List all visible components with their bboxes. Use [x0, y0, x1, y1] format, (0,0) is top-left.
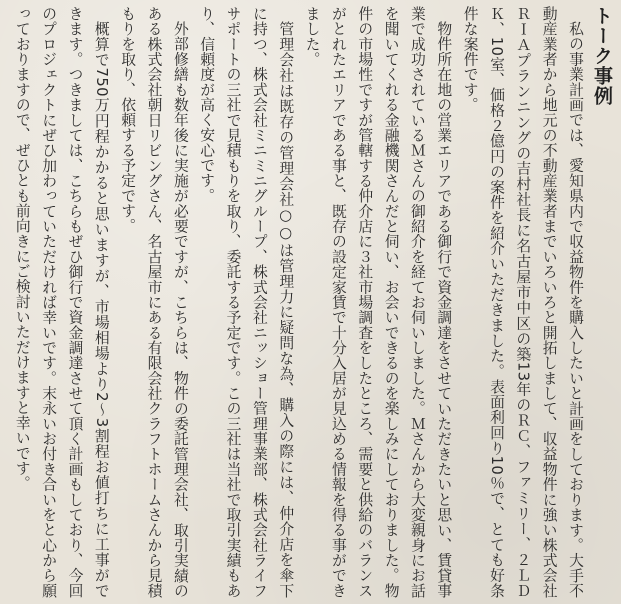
paragraph-business-plan: 私の事業計画では、愛知県内で収益物件を購入したいと計画をしております。大手不動産業者から地元の不動産業者までいろいろと開拓しまして、収益物件に強い株式会社ＲＩＡプランニングの吉村社長に名古屋市中区の築13年のＲＣ、ファミリー、２ＬＤＫ、10室、価格２億円の案件を紹介いただきました。表面利回り10％で、とても好条件な案件です。: [461, 6, 584, 598]
article-heading: トーク事例: [591, 6, 613, 106]
article-body: [3, 6, 615, 598]
paragraph-management-company: 管理会社は既存の管理会社○○は管理力に疑問な為、購入の際には、仲介店を傘下に持つ、株式会社ミニミニグループ、株式会社ニッショー管理事業部、株式会社ライフサポートの三社で見積もりを取り、委託する予定です。この三社は当社で取引実績もあり、信頼度が高く安心です。: [198, 6, 295, 598]
paragraph-closing: 概算で750万円程かかると思いますが、市場相場より2〜3割程お値打ちに工事ができます。つきましては、こちらもぜひ御行で資金調達させて頂く計画もしており、今回のプロジェクトにぜひ加わっていただければ幸いです。末永いお付き合いをと心から願っておりますので、ぜひとも前向きにご検討いただけますと幸いです。: [13, 6, 110, 598]
paragraph-exterior-repair: 外部修繕も数年後に実施が必要ですが、こちらは、物件の委託管理会社、取引実績のある株式会社朝日リビングさん、名古屋市にある有限会社クラフトホームさんから見積もりを取り、依頼する予定です。: [119, 6, 189, 598]
paragraph-financing: 物件所在地の営業エリアである御行で資金調達をさせていただきたいと思い、賃貸事業で成功されているＭさんの御紹介を経てお伺いしました。Ｍさんから大変親身にお話を聞いてくれる金融機関さんだと伺い、お会いできるのを楽しみにしておりました。物件の市場性ですが管轄する仲介店に３社市場調査をしたところ、需要と供給のバランスがとれたエリアである事と、既存の設定家賃で十分入居が見込める情報を得る事ができました。: [303, 6, 453, 598]
